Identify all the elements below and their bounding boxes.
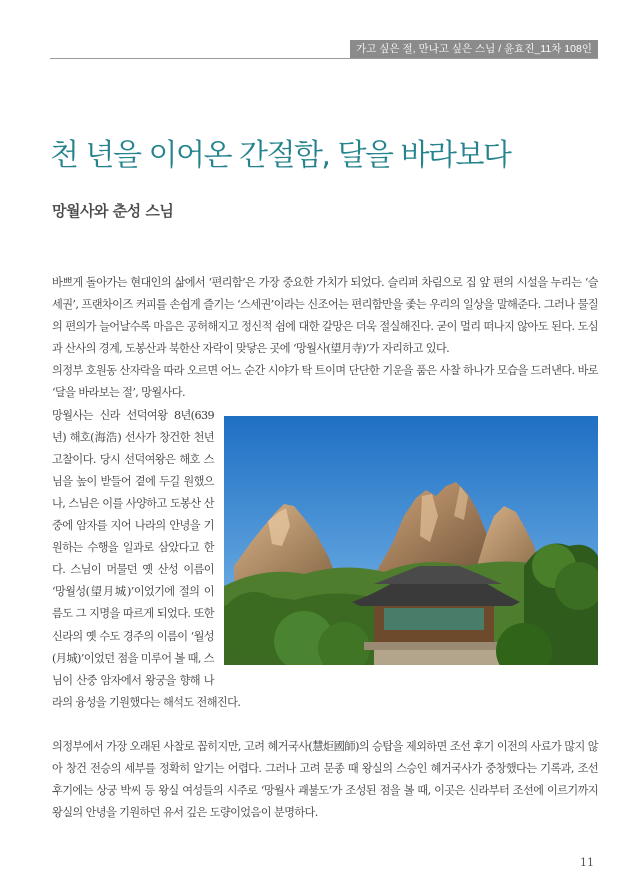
paragraph-records: 의정부에서 가장 오래된 사찰로 꼽히지만, 고려 혜거국사(慧炬國師)의 승탑을 제외하면 조선 후기 이전의 사료가 많지 않아 창건 전승의 세부를 정확히 알기는 어렵다. 그러나 고려 문종 때 왕실의 스승인 혜거국사가 중창했다는 기록과, 조선 후기에는 상궁 박씨 등 왕실 여성들의 시주로 ‘망월사 괘불도’가 조성된 점을 볼 때, 이곳은 신라부터 조선에 이르기까지 왕실의 안녕을 기원하던 유서 깊은 도량이었음이 분명하다. [52, 739, 598, 820]
running-header: 가고 싶은 절, 만나고 싶은 스님 / 윤효진_11차 108인 [350, 40, 598, 59]
article-subtitle: 망월사와 춘성 스님 [52, 202, 174, 220]
page-number: 11 [580, 856, 594, 869]
paragraph-history: 망월사는 신라 선덕여왕 8년(639년) 해호(海浩) 선사가 창건한 천년 고찰이다. 당시 선덕여왕은 해호 스님을 높이 받들어 곁에 두길 원했으나, 스님은 이를 사양하고 도봉산 산중에 암자를 지어 나라의 안녕을 기원하는 수행을 일과로 삼았다고 한다. 스님이 머물던 옛 산성 이름이 ‘망월성(望月城)’이었기에 절의 이름도 그 지명을 따르게 되었다. 또한 신라의 옛 수도 경주의 이름이 ‘월성(月城)’이었던 점을 미루어 볼 때, 스님이 산중 암자에서 왕궁을 향해 나라의 융성을 기원했다는 해석도 전해진다. [52, 408, 241, 709]
article-title: 천 년을 이어온 간절함, 달을 바라보다 [50, 138, 511, 173]
article-body [52, 272, 598, 824]
temple-photo [224, 416, 598, 665]
header-rule [50, 58, 598, 59]
paragraph-intro: 바쁘게 돌아가는 현대인의 삶에서 ‘편리함’은 가장 중요한 가치가 되었다. 슬리퍼 차림으로 집 앞 편의 시설을 누리는 ‘슬세권’, 프랜차이즈 커피를 손쉽게 즐기는 ‘스세권’이라는 신조어는 편리함만을 좇는 우리의 일상을 말해준다. 그러나 물질의 편의가 늘어날수록 마음은 공허해지고 정신적 쉼에 대한 갈망은 더욱 절실해진다. 굳이 멀리 떠나지 않아도 된다. 도심과 산사의 경계, 도봉산과 북한산 자락이 맞닿은 곳에 ‘망월사(望月寺)’가 자리하고 있다. [52, 276, 598, 356]
paragraph-approach: 의정부 호원동 산자락을 따라 오르면 어느 순간 시야가 탁 트이며 단단한 기운을 품은 사찰 하나가 모습을 드러낸다. 바로 ‘달을 바라보는 절’, 망월사다. [52, 364, 598, 400]
